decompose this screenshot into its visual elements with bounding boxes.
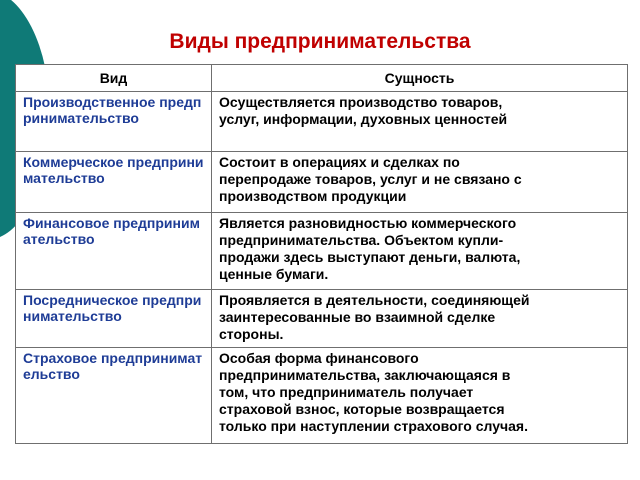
essence-line: стороны. <box>219 326 284 342</box>
table-row <box>16 213 628 290</box>
column-header-type: Вид <box>16 65 212 92</box>
essence-line: только при наступлении страхового случая. <box>219 418 528 434</box>
entrepreneurship-types-table <box>15 64 628 444</box>
column-header-essence: Сущность <box>212 65 628 92</box>
essence-line: том, что предприниматель получает <box>219 384 474 400</box>
page-title: Виды предпринимательства <box>169 30 471 53</box>
essence-cell <box>212 290 628 348</box>
essence-cell <box>212 348 628 444</box>
type-cell: Коммерческое предпринимательство <box>16 152 212 213</box>
essence-line: предпринимательства, заключающаяся в <box>219 367 511 383</box>
essence-line: производством продукции <box>219 188 407 204</box>
table-row <box>16 92 628 152</box>
type-cell: Посредническое предпринимательство <box>16 290 212 348</box>
essence-line: заинтересованные во взаимной сделке <box>219 309 496 325</box>
essence-line: Особая форма финансового <box>219 350 419 366</box>
table-row <box>16 152 628 213</box>
essence-line: перепродаже товаров, услуг и не связано с <box>219 171 522 187</box>
essence-line: страховой взнос, которые возвращается <box>219 401 505 417</box>
type-cell: Производственное предпринимательство <box>16 92 212 152</box>
essence-line: ценные бумаги. <box>219 266 329 282</box>
essence-line: Состоит в операциях и сделках по <box>219 154 460 170</box>
essence-line: Является разновидностью коммерческого <box>219 215 517 231</box>
essence-cell <box>212 213 628 290</box>
table-row <box>16 290 628 348</box>
essence-line: услуг, информации, духовных ценностей <box>219 111 508 127</box>
essence-line: продажи здесь выступают деньги, валюта, <box>219 249 521 265</box>
essence-cell <box>212 92 628 152</box>
type-cell: Финансовое предпринимательство <box>16 213 212 290</box>
essence-cell <box>212 152 628 213</box>
essence-line: Проявляется в деятельности, соединяющей <box>219 292 530 308</box>
table-header-row <box>16 65 628 92</box>
essence-line: Осуществляется производство товаров, <box>219 94 503 110</box>
essence-line: предпринимательства. Объектом купли- <box>219 232 504 248</box>
table-row <box>16 348 628 444</box>
type-cell: Страховое предпринимательство <box>16 348 212 444</box>
